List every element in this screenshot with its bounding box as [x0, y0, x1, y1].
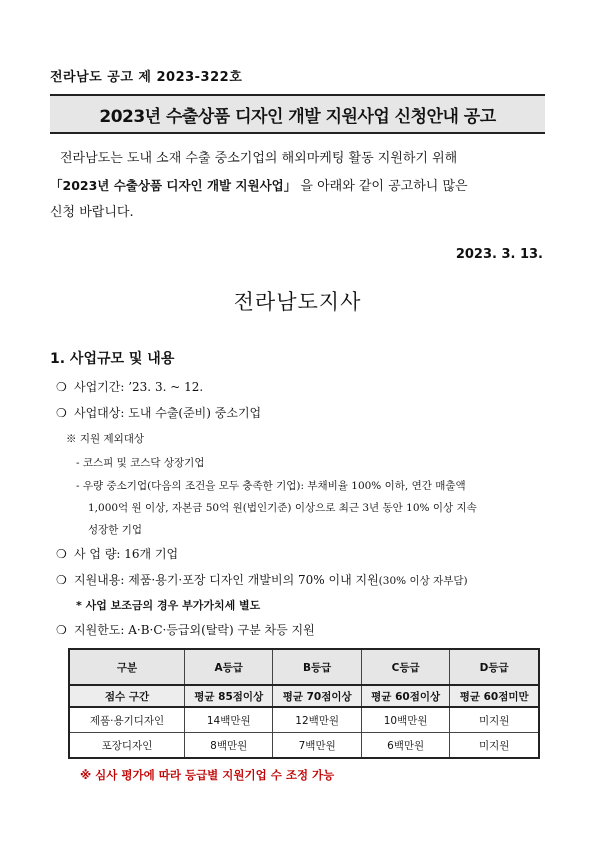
- exclude-title: ※ 지원 제외대상: [66, 433, 145, 445]
- period-text: 사업기간: ’23. 3. ~ 12.: [74, 380, 204, 394]
- item-limit: [56, 621, 315, 638]
- exclude-item-1: - 코스피 및 코스닥 상장기업: [76, 457, 205, 469]
- intro-paragraph: [50, 146, 545, 227]
- circle-bullet-icon: ❍: [56, 406, 67, 420]
- exclude-item-2-cont: 1,000억 원 이상, 자본금 50억 원(법인기준) 이상으로 최근 3년 동안 10% 이상 지속: [88, 502, 477, 514]
- vat-note: * 사업 보조금의 경우 부가가치세 별도: [76, 599, 261, 612]
- intro-line-2-rest: 을 아래와 같이 공고하니 많은: [296, 178, 468, 194]
- circle-bullet-icon: ❍: [56, 623, 67, 637]
- intro-line-3: 신청 바랍니다.: [50, 205, 134, 220]
- notice-number: 전라남도 공고 제 2023-322호: [50, 70, 243, 85]
- exclude-item-2-end: 성장한 기업: [88, 524, 143, 536]
- section-heading: 1. 사업규모 및 내용: [50, 351, 175, 367]
- content-note: (30% 이상 자부담): [378, 575, 468, 587]
- table-header-cell: D등급: [450, 649, 539, 685]
- intro-line-2: [50, 173, 545, 201]
- exclude-item-2: - 우량 중소기업(다음의 조건을 모두 충족한 기업): 부채비율 100% 이하, 연간 매출액: [76, 480, 466, 492]
- table-cell: 8백만원: [185, 733, 273, 759]
- table-cell: 14백만원: [185, 707, 273, 733]
- support-grade-table: [68, 648, 540, 759]
- intro-line-1: 전라남도는 도내 소재 수출 중소기업의 해외마케팅 활동 지원하기 위해: [60, 151, 458, 166]
- table-cell: 평균 60점이상: [361, 685, 449, 707]
- limit-text: 지원한도: A·B·C·등급외(탈락) 구분 차등 지원: [74, 623, 315, 637]
- table-header-row: [69, 649, 539, 685]
- issuer-name: 전라남도지사: [233, 290, 362, 314]
- document-title: 2023년 수출상품 디자인 개발 지원사업 신청안내 공고: [99, 106, 496, 127]
- table-cell: 7백만원: [273, 733, 361, 759]
- table-cell: 점수 구간: [69, 685, 185, 707]
- table-header-cell: 구분: [69, 649, 185, 685]
- project-name: 「2023년 수출상품 디자인 개발 지원사업」: [50, 177, 297, 193]
- table-cell: 포장디자인: [69, 733, 185, 759]
- target-text: 사업대상: 도내 수출(준비) 중소기업: [74, 406, 262, 420]
- table-row: [69, 707, 539, 733]
- table-cell: 평균 70점이상: [273, 685, 361, 707]
- circle-bullet-icon: ❍: [56, 380, 67, 394]
- table-cell: 평균 85점이상: [185, 685, 273, 707]
- table-cell: 미지원: [450, 707, 539, 733]
- circle-bullet-icon: ❍: [56, 547, 67, 561]
- table-footnote: ※ 심사 평가에 따라 등급별 지원기업 수 조정 가능: [80, 768, 335, 782]
- table-score-row: [69, 685, 539, 707]
- table-cell: 10백만원: [361, 707, 449, 733]
- content-text: 지원내용: 제품·용기·포장 디자인 개발비의 70% 이내 지원: [74, 573, 379, 587]
- item-period: [56, 378, 203, 395]
- table-header-cell: C등급: [361, 649, 449, 685]
- item-quantity: [56, 545, 178, 562]
- circle-bullet-icon: ❍: [56, 573, 67, 587]
- item-target: [56, 404, 261, 421]
- table-cell: 12백만원: [273, 707, 361, 733]
- title-banner: [50, 94, 545, 134]
- table-cell: 제품·용기디자인: [69, 707, 185, 733]
- table-cell: 6백만원: [361, 733, 449, 759]
- table-header-cell: B등급: [273, 649, 361, 685]
- table-row: [69, 733, 539, 759]
- notice-date: 2023. 3. 13.: [455, 247, 543, 262]
- table-cell: 평균 60점미만: [450, 685, 539, 707]
- quantity-text: 사 업 량: 16개 기업: [74, 547, 179, 561]
- item-content: [56, 571, 468, 588]
- table-header-cell: A등급: [185, 649, 273, 685]
- table-cell: 미지원: [450, 733, 539, 759]
